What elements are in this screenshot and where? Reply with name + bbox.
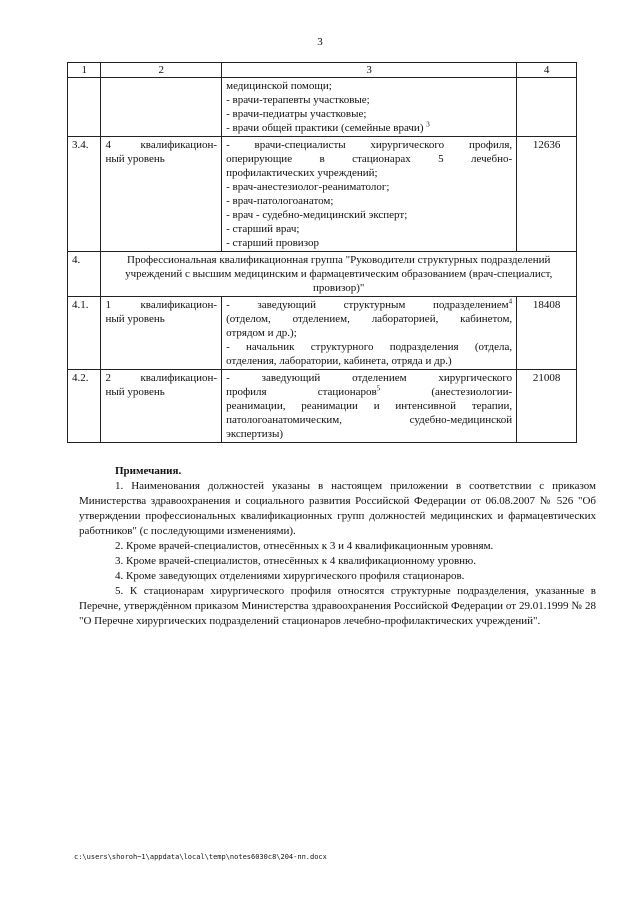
header-col-2: 2 <box>101 63 222 78</box>
cell-level <box>101 137 222 252</box>
position-line: оперирующие в стационарах 5 лечебно- <box>226 153 513 165</box>
level-line: 1 квалификацион- <box>105 299 218 311</box>
position-line: - старший врач; <box>226 223 300 235</box>
position-line: - начальник структурного подразделения (отдела, <box>226 341 513 353</box>
table-row-4 <box>68 252 577 297</box>
cell-salary: 18408 <box>517 297 577 370</box>
position-line: профилактических учреждений; <box>226 167 378 179</box>
note-item: 5. К стационарам хирургического профиля относятся структурные подразделения, указанные в Перечне, утверждённом приказом Министерства здравоохранения Российской Федерации от 29.01.1999 № 28 "О Перечне хирургических подразделений стационаров лечебно-профилактических учреждений". <box>79 585 596 627</box>
footnote-ref: 3 <box>426 120 430 129</box>
position-line: - врачи-терапевты участковые; <box>226 94 370 106</box>
position-line: - врачи-специалисты хирургического профиля, <box>226 139 513 151</box>
position-text: (анестезиологии- <box>431 386 513 398</box>
cell-num: 4.2. <box>68 370 101 443</box>
position-line <box>226 385 512 399</box>
position-line: - врачи-педиатры участковые; <box>226 108 367 120</box>
cell-level <box>101 297 222 370</box>
note-item: 4. Кроме заведующих отделениями хирургического профиля стационаров. <box>115 570 465 582</box>
cell-level <box>101 370 222 443</box>
footnote-ref: 4 <box>508 297 513 306</box>
table-header-row <box>68 63 577 78</box>
position-text: - врачи общей практики (семейные врачи) <box>226 122 424 134</box>
header-col-1: 1 <box>68 63 101 78</box>
cell-positions <box>222 297 517 370</box>
cell-num <box>68 78 101 137</box>
note-item: 1. Наименования должностей указаны в настоящем приложении в соответствии с приказом Министерства здравоохранения и социального развития Российской Федерации от 06.08.2007 № 526 "Об утверждении профессиональных квалификационных групп должностей медицинских и фармацевтических работников" (с последующими изменениями). <box>79 480 596 537</box>
position-line: отделения, лаборатории, кабинета, отряда и др.) <box>226 355 452 367</box>
table-row-3-4 <box>68 137 577 252</box>
position-line: (отделом, отделением, лабораторией, кабинетом, <box>226 313 513 325</box>
cell-level <box>101 78 222 137</box>
table-row-continuation <box>68 78 577 137</box>
footnote-ref: 5 <box>376 384 381 393</box>
position-line: - заведующий отделением хирургического <box>226 372 513 384</box>
cell-num: 4.1. <box>68 297 101 370</box>
cell-salary: 12636 <box>517 137 577 252</box>
salary-table <box>67 62 577 443</box>
cell-positions <box>222 137 517 252</box>
cell-num: 3.4. <box>68 137 101 252</box>
cell-positions <box>222 370 517 443</box>
notes-title: Примечания. <box>115 465 182 477</box>
position-line <box>226 121 512 135</box>
header-col-3: 3 <box>222 63 517 78</box>
cell-salary: 21008 <box>517 370 577 443</box>
group-title: Профессиональная квалификационная группа "Руководители структурных подразделений учреждений с высшим медицинским и фармацевтическим образованием (врач-специалист, провизор)" <box>101 252 577 297</box>
position-line: реанимации, реанимации и интенсивной терапии, <box>226 400 513 412</box>
position-line: - врач-анестезиолог-реаниматолог; <box>226 181 390 193</box>
position-line: - врач-патологоанатом; <box>226 195 334 207</box>
position-line: отрядом и др.); <box>226 327 297 339</box>
level-line: ный уровень <box>105 386 165 398</box>
page-number: 3 <box>317 36 323 48</box>
table-row-4-2 <box>68 370 577 443</box>
position-text: - заведующий структурным подразделением <box>226 299 509 311</box>
level-line: ный уровень <box>105 153 165 165</box>
position-line <box>226 298 512 312</box>
table-row-4-1 <box>68 297 577 370</box>
level-line: 2 квалификацион- <box>105 372 218 384</box>
notes-section <box>79 464 596 629</box>
position-line: - врач - судебно-медицинский эксперт; <box>226 209 408 221</box>
position-line: экспертизы) <box>226 428 283 440</box>
level-line: 4 квалификацион- <box>105 139 218 151</box>
cell-salary <box>517 78 577 137</box>
footer-file-path: c:\users\shoroh~1\appdata\local\temp\notes6030c8\204-пп.docx <box>74 853 327 861</box>
level-line: ный уровень <box>105 313 165 325</box>
position-line: патологоанатомическим, судебно-медицинской <box>226 414 513 426</box>
position-text: профиля стационаров <box>226 386 377 398</box>
cell-num: 4. <box>68 252 101 297</box>
header-col-4: 4 <box>517 63 577 78</box>
note-item: 2. Кроме врачей-специалистов, отнесённых к 3 и 4 квалификационным уровням. <box>115 540 494 552</box>
position-line: - старший провизор <box>226 237 319 249</box>
note-item: 3. Кроме врачей-специалистов, отнесённых к 4 квалификационному уровню. <box>115 555 476 567</box>
position-line: медицинской помощи; <box>226 80 332 92</box>
cell-positions <box>222 78 517 137</box>
